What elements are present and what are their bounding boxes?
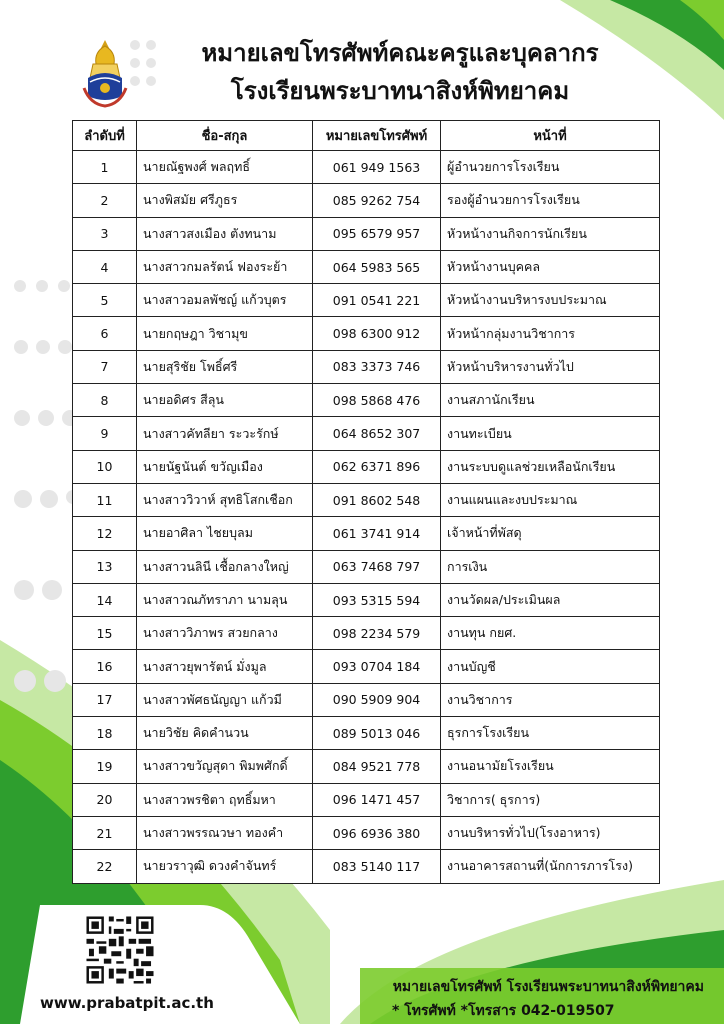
dot-pattern [10, 280, 80, 740]
phone-number: 095 6579 957 [313, 217, 441, 250]
footer-title: หมายเลขโทรศัพท์ โรงเรียนพระบาทนาสิงห์พิทยาคม [392, 979, 704, 995]
duty: หัวหน้ากลุ่มงานวิชาการ [441, 317, 660, 350]
row-order: 17 [73, 683, 137, 716]
staff-name: นายณัฐพงศ์ พลฤทธิ์ [137, 151, 313, 184]
staff-name: นางสาวพรชิตา ฤทธิ์มหา [137, 783, 313, 816]
staff-name: นางสาวคัทลียา ระวะรักษ์ [137, 417, 313, 450]
table-row [73, 517, 660, 550]
phone-number: 090 5909 904 [313, 683, 441, 716]
duty: งานแผนและงบประมาณ [441, 483, 660, 516]
phone-number: 093 0704 184 [313, 650, 441, 683]
table-row [73, 217, 660, 250]
duty: งานอนามัยโรงเรียน [441, 750, 660, 783]
duty: หัวหน้างานบุคคล [441, 250, 660, 283]
phone-number: 098 2234 579 [313, 617, 441, 650]
row-order: 12 [73, 517, 137, 550]
duty: งานวัดผล/ประเมินผล [441, 583, 660, 616]
row-order: 14 [73, 583, 137, 616]
staff-name: นางสาวขวัญสุดา พิมพศักดิ์ [137, 750, 313, 783]
header-order: ลำดับที่ [73, 121, 137, 151]
row-order: 7 [73, 350, 137, 383]
phone-number: 064 5983 565 [313, 250, 441, 283]
staff-name: นางสาวพรรณวษา ทองคำ [137, 816, 313, 849]
duty: หัวหน้างานบริหารงบประมาณ [441, 284, 660, 317]
school-name-title: โรงเรียนพระบาทนาสิงห์พิทยาคม [230, 77, 570, 105]
duty: งานบัญชี [441, 650, 660, 683]
table-row [73, 750, 660, 783]
phone-number: 061 3741 914 [313, 517, 441, 550]
row-order: 16 [73, 650, 137, 683]
staff-name: นางสาวอมลพัชญ์ แก้วบุตร [137, 284, 313, 317]
phone-number: 061 949 1563 [313, 151, 441, 184]
duty: งานระบบดูแลช่วยเหลือนักเรียน [441, 450, 660, 483]
row-order: 15 [73, 617, 137, 650]
duty: ผู้อำนวยการโรงเรียน [441, 151, 660, 184]
staff-name: นางสาวสงเมือง ตังทนาม [137, 217, 313, 250]
staff-name: นางสาวพัศธนัญญา แก้วมี [137, 683, 313, 716]
staff-name: นางสาวนลินี เชื้อกลางใหญ่ [137, 550, 313, 583]
table-row [73, 184, 660, 217]
staff-name: นายอดิศร สีลุน [137, 384, 313, 417]
duty: งานอาคารสถานที่(นักการภารโรง) [441, 850, 660, 883]
footer-contact-number: * โทรศัพท์ *โทรสาร 042-019507 [392, 1003, 615, 1019]
row-order: 2 [73, 184, 137, 217]
row-order: 21 [73, 816, 137, 849]
duty: รองผู้อำนวยการโรงเรียน [441, 184, 660, 217]
table-row [73, 317, 660, 350]
duty: วิชาการ( ธุรการ) [441, 783, 660, 816]
staff-name: นางสาวณภัทราภา นามลุน [137, 583, 313, 616]
staff-name: นางสาวยุพารัตน์ มั่งมูล [137, 650, 313, 683]
table-row [73, 450, 660, 483]
staff-name: นางสาวกมลรัตน์ ฟองระย้า [137, 250, 313, 283]
row-order: 3 [73, 217, 137, 250]
table-row [73, 384, 660, 417]
table-row [73, 617, 660, 650]
staff-name: นางสาววิภาพร สวยกลาง [137, 617, 313, 650]
duty: งานทุน กยศ. [441, 617, 660, 650]
row-order: 20 [73, 783, 137, 816]
header-name: ชื่อ-สกุล [137, 121, 313, 151]
row-order: 4 [73, 250, 137, 283]
phone-number: 083 5140 117 [313, 850, 441, 883]
duty: การเงิน [441, 550, 660, 583]
duty: หัวหน้าบริหารงานทั่วไป [441, 350, 660, 383]
qr-code-icon [84, 914, 156, 986]
staff-name: นายอาศิลา ไชยบุลม [137, 517, 313, 550]
table-row [73, 717, 660, 750]
table-row [73, 650, 660, 683]
row-order: 5 [73, 284, 137, 317]
duty: งานสภานักเรียน [441, 384, 660, 417]
table-row [73, 417, 660, 450]
header-duty: หน้าที่ [441, 121, 660, 151]
staff-name: นางสาววิวาห์ สุทธิโสกเชือก [137, 483, 313, 516]
page-title: หมายเลขโทรศัพท์คณะครูและบุคลากร [201, 39, 599, 67]
phone-number: 083 3373 746 [313, 350, 441, 383]
table-row [73, 151, 660, 184]
phone-number: 085 9262 754 [313, 184, 441, 217]
phone-number: 096 6936 380 [313, 816, 441, 849]
school-website-link[interactable]: www.prabatpit.ac.th [40, 994, 214, 1012]
phone-number: 096 1471 457 [313, 783, 441, 816]
staff-phone-table [72, 120, 660, 884]
row-order: 10 [73, 450, 137, 483]
duty: เจ้าหน้าที่พัสดุ [441, 517, 660, 550]
table-row [73, 284, 660, 317]
phone-number: 091 8602 548 [313, 483, 441, 516]
phone-number: 062 6371 896 [313, 450, 441, 483]
table-row [73, 250, 660, 283]
row-order: 22 [73, 850, 137, 883]
phone-number: 064 8652 307 [313, 417, 441, 450]
row-order: 6 [73, 317, 137, 350]
staff-name: นายนัฐนันต์ ขวัญเมือง [137, 450, 313, 483]
table-row [73, 816, 660, 849]
table-row [73, 550, 660, 583]
phone-number: 091 0541 221 [313, 284, 441, 317]
staff-name: นายกฤษฎา วิชามุข [137, 317, 313, 350]
phone-number: 063 7468 797 [313, 550, 441, 583]
table-row [73, 350, 660, 383]
phone-number: 089 5013 046 [313, 717, 441, 750]
staff-name: นางพิสมัย ศรีภูธร [137, 184, 313, 217]
table-row [73, 483, 660, 516]
row-order: 11 [73, 483, 137, 516]
duty: ธุรการโรงเรียน [441, 717, 660, 750]
row-order: 13 [73, 550, 137, 583]
table-row [73, 683, 660, 716]
duty: งานวิชาการ [441, 683, 660, 716]
row-order: 19 [73, 750, 137, 783]
school-emblem-icon [80, 38, 130, 108]
phone-number: 084 9521 778 [313, 750, 441, 783]
staff-name: นายสุริชัย โพธิ์ศรี [137, 350, 313, 383]
table-row [73, 850, 660, 883]
duty: งานบริหารทั่วไป(โรงอาหาร) [441, 816, 660, 849]
phone-number: 098 6300 912 [313, 317, 441, 350]
header-phone: หมายเลขโทรศัพท์ [313, 121, 441, 151]
phone-number: 093 5315 594 [313, 583, 441, 616]
staff-name: นายวราวุฒิ ดวงคำจันทร์ [137, 850, 313, 883]
row-order: 8 [73, 384, 137, 417]
row-order: 9 [73, 417, 137, 450]
duty: หัวหน้างานกิจการนักเรียน [441, 217, 660, 250]
row-order: 18 [73, 717, 137, 750]
table-header-row [73, 121, 660, 151]
phone-number: 098 5868 476 [313, 384, 441, 417]
table-row [73, 783, 660, 816]
row-order: 1 [73, 151, 137, 184]
staff-name: นายวิชัย คิดคำนวน [137, 717, 313, 750]
table-row [73, 583, 660, 616]
duty: งานทะเบียน [441, 417, 660, 450]
